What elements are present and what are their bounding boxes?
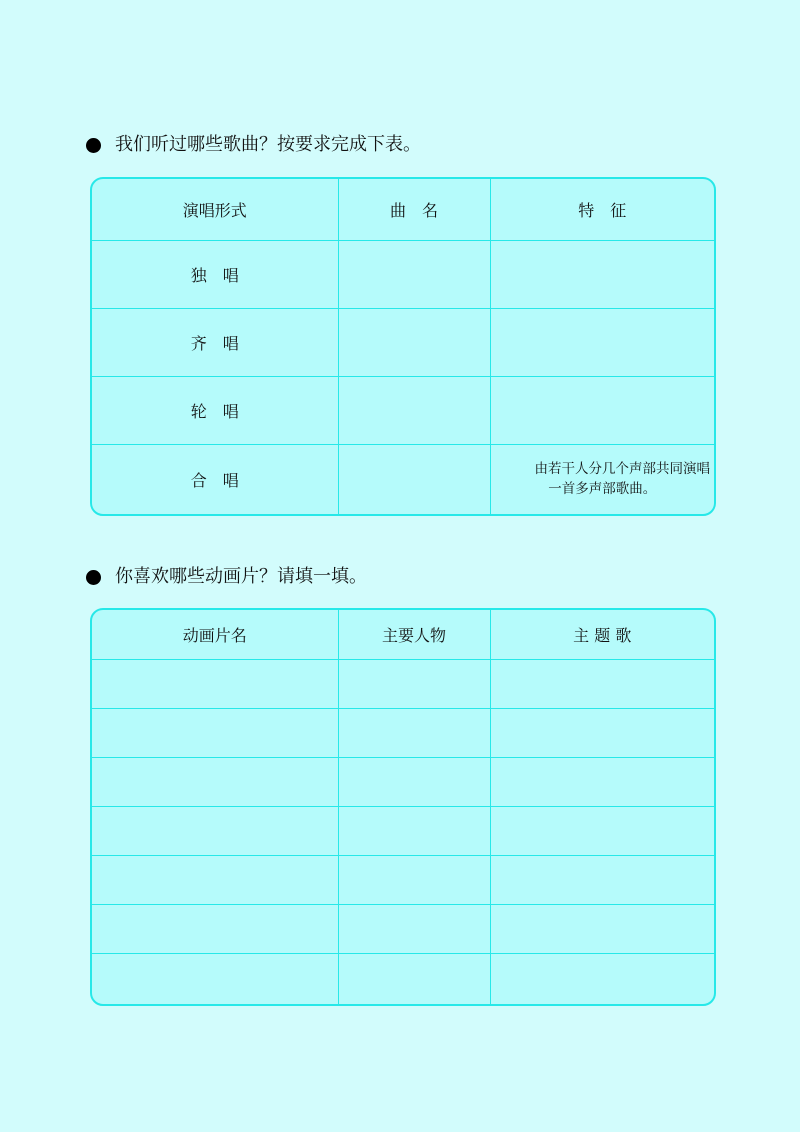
feature-input-cell[interactable] (490, 240, 714, 308)
theme-song-cell[interactable] (490, 953, 714, 1004)
section2-heading-text: 你喜欢哪些动画片？请填一填。 (115, 566, 367, 587)
main-characters-cell[interactable] (338, 806, 490, 855)
section2-heading (86, 565, 367, 589)
row-label-round: 轮 唱 (92, 376, 338, 444)
header-song-name: 曲 名 (338, 179, 490, 240)
cartoon-name-cell[interactable] (92, 855, 338, 904)
song-input-cell[interactable] (338, 376, 490, 444)
table-row (92, 240, 714, 308)
chorus-feature-note: 由若干人分几个声部共同演唱一首多声部歌曲。 (490, 444, 714, 514)
theme-song-cell[interactable] (490, 659, 714, 708)
feature-input-cell[interactable] (490, 376, 714, 444)
main-characters-cell[interactable] (338, 757, 490, 806)
bullet-icon (86, 138, 101, 153)
cartoon-name-cell[interactable] (92, 708, 338, 757)
table-row (92, 444, 714, 514)
table-row (92, 376, 714, 444)
cartoon-name-cell[interactable] (92, 904, 338, 953)
song-input-cell[interactable] (338, 444, 490, 514)
main-characters-cell[interactable] (338, 855, 490, 904)
main-characters-cell[interactable] (338, 904, 490, 953)
cartoon-name-cell[interactable] (92, 757, 338, 806)
table-header-row (92, 610, 714, 659)
table-header-row (92, 179, 714, 240)
song-input-cell[interactable] (338, 308, 490, 376)
feature-input-cell[interactable] (490, 308, 714, 376)
row-label-unison: 齐 唱 (92, 308, 338, 376)
table-row (92, 659, 714, 708)
table-row (92, 904, 714, 953)
main-characters-cell[interactable] (338, 953, 490, 1004)
section1-heading (86, 133, 421, 157)
section1-heading-text: 我们听过哪些歌曲？按要求完成下表。 (115, 134, 421, 155)
row-label-chorus: 合 唱 (92, 444, 338, 514)
theme-song-cell[interactable] (490, 806, 714, 855)
header-theme-song: 主 题 歌 (490, 610, 714, 659)
theme-song-cell[interactable] (490, 757, 714, 806)
header-cartoon-name: 动画片名 (92, 610, 338, 659)
theme-song-cell[interactable] (490, 708, 714, 757)
theme-song-cell[interactable] (490, 904, 714, 953)
singing-forms-table (90, 177, 716, 516)
song-input-cell[interactable] (338, 240, 490, 308)
cartoon-name-cell[interactable] (92, 659, 338, 708)
bullet-icon (86, 570, 101, 585)
theme-song-cell[interactable] (490, 855, 714, 904)
header-main-characters: 主要人物 (338, 610, 490, 659)
cartoon-name-cell[interactable] (92, 953, 338, 1004)
table-row (92, 953, 714, 1004)
cartoon-name-cell[interactable] (92, 806, 338, 855)
main-characters-cell[interactable] (338, 659, 490, 708)
table-row (92, 757, 714, 806)
table-row (92, 855, 714, 904)
row-label-solo: 独 唱 (92, 240, 338, 308)
table-row (92, 806, 714, 855)
main-characters-cell[interactable] (338, 708, 490, 757)
header-singing-form: 演唱形式 (92, 179, 338, 240)
table-row (92, 308, 714, 376)
table-row (92, 708, 714, 757)
header-feature: 特 征 (490, 179, 714, 240)
cartoons-table (90, 608, 716, 1006)
